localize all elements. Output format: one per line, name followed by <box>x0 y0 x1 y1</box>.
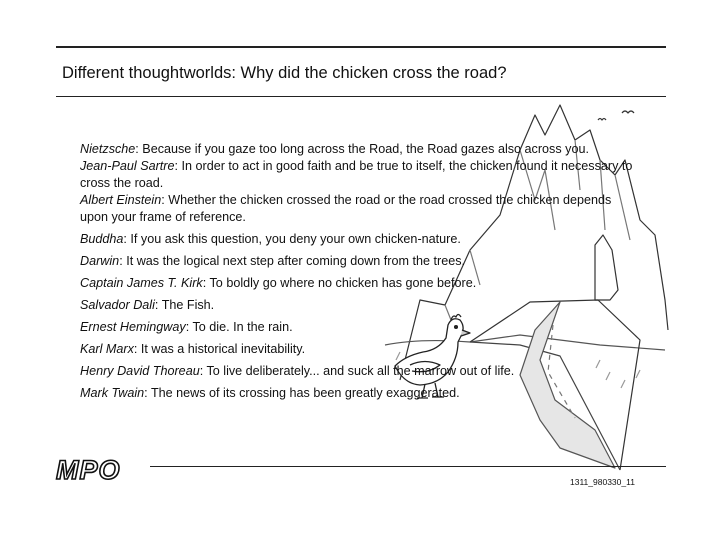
slide-title: Different thoughtworlds: Why did the chicken cross the road? <box>62 64 507 82</box>
slide-id: 1311_980330_11 <box>570 477 635 487</box>
quote-text: The Fish. <box>161 298 215 312</box>
quote-item: Buddha: If you ask this question, you deny your own chicken-nature. <box>80 232 461 246</box>
quote-text: Because if you gaze too long across the Road, the Road gazes also across you. <box>142 142 589 156</box>
quote-item: Salvador Dali: The Fish. <box>80 298 215 312</box>
quote-author: Mark Twain <box>80 386 145 400</box>
quote-author: Captain James T. Kirk <box>80 276 203 290</box>
quote-text: Whether the chicken crossed the road or the road crossed the chicken depends upon your frame of reference. <box>80 193 612 224</box>
quote-author: Henry David Thoreau <box>80 364 200 378</box>
quote-item: Nietzsche: Because if you gaze too long across the Road, the Road gazes also across you. <box>80 142 589 156</box>
quote-author: Ernest Hemingway <box>80 320 186 334</box>
quote-text: In order to act in good faith and be true to itself, the chicken found it necessary to cross the road. <box>80 159 633 190</box>
quote-item: Karl Marx: It was a historical inevitability. <box>80 342 306 356</box>
quote-author: Jean-Paul Sartre <box>80 159 175 173</box>
quote-item: Captain James T. Kirk: To boldly go where no chicken has gone before. <box>80 276 477 290</box>
quote-text: The news of its crossing has been greatly exaggerated. <box>150 386 460 400</box>
footer-rule <box>150 466 666 467</box>
quote-author: Karl Marx <box>80 342 134 356</box>
quote-item: Henry David Thoreau: To live deliberately... and suck all the marrow out of life. <box>80 364 515 378</box>
quote-text: If you ask this question, you deny your own chicken-nature. <box>130 232 461 246</box>
mpo-logo <box>53 454 149 484</box>
quote-item: Albert Einstein: Whether the chicken crossed the road or the road crossed the chicken depends upon your frame of reference. <box>80 193 612 224</box>
mpo-logo-text: MPO <box>56 455 121 484</box>
quote-item: Ernest Hemingway: To die. In the rain. <box>80 320 293 334</box>
quote-text: It was a historical inevitability. <box>140 342 306 356</box>
quote-author: Buddha <box>80 232 124 246</box>
quote-text: It was the logical next step after coming down from the trees. <box>126 254 465 268</box>
quote-item: Darwin: It was the logical next step after coming down from the trees. <box>80 254 465 268</box>
quote-item: Mark Twain: The news of its crossing has been greatly exaggerated. <box>80 386 460 400</box>
quote-author: Nietzsche <box>80 142 136 156</box>
quote-text: To live deliberately... and suck all the marrow out of life. <box>206 364 515 378</box>
bird-2 <box>598 119 606 121</box>
bird-1 <box>622 111 634 113</box>
quote-text: To boldly go where no chicken has gone before. <box>209 276 477 290</box>
quote-list <box>80 141 640 402</box>
quote-author: Salvador Dali <box>80 298 155 312</box>
quote-item: Jean-Paul Sartre: In order to act in good faith and be true to itself, the chicken found it necessary to cross the road. <box>80 159 633 190</box>
quote-author: Albert Einstein <box>80 193 162 207</box>
quote-author: Darwin <box>80 254 120 268</box>
quote-text: To die. In the rain. <box>192 320 293 334</box>
